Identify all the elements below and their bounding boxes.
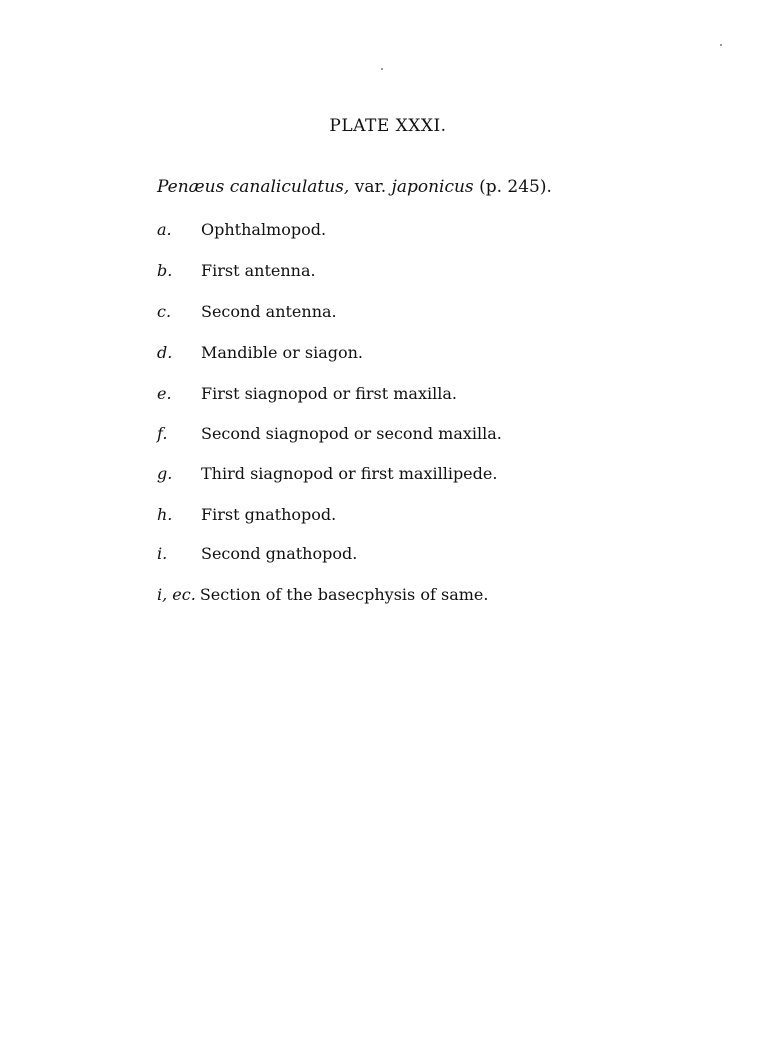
legend-description: Second antenna.	[201, 302, 337, 321]
legend-letter: i, ec.	[157, 585, 196, 604]
legend-item	[157, 382, 457, 406]
legend-letter: g.	[157, 464, 173, 483]
print-speck	[381, 68, 383, 70]
legend-description: First gnathopod.	[201, 505, 337, 524]
legend-item	[157, 462, 497, 486]
legend-description: Mandible or siagon.	[201, 343, 363, 362]
species-var-label: var.	[354, 177, 387, 197]
legend-letter: b.	[157, 261, 173, 280]
legend-item	[157, 503, 336, 527]
species-epithet: canaliculatus,	[229, 177, 350, 197]
legend-letter: a.	[157, 220, 172, 239]
legend-letter: f.	[157, 424, 168, 443]
legend-description: Ophthalmopod.	[201, 220, 327, 239]
legend-description: First siagnopod or first maxilla.	[201, 384, 457, 403]
legend-item	[157, 259, 316, 283]
legend-item	[157, 583, 488, 607]
legend-item	[157, 218, 326, 242]
legend-description: Section of the basecphysis of same.	[199, 585, 489, 604]
legend-item	[157, 422, 502, 446]
species-caption	[157, 177, 552, 197]
species-variety: japonicus	[391, 177, 474, 197]
legend-description: Second gnathopod.	[201, 544, 358, 563]
legend-item	[157, 300, 337, 324]
legend-item	[157, 542, 357, 566]
print-speck	[720, 44, 722, 46]
species-genus: Penæus	[157, 177, 225, 197]
legend-letter: e.	[157, 384, 172, 403]
legend-description: Third siagnopod or first maxillipede.	[201, 464, 498, 483]
legend-description: Second siagnopod or second maxilla.	[201, 424, 502, 443]
legend-description: First antenna.	[201, 261, 316, 280]
legend-letter: h.	[157, 505, 173, 524]
legend-letter: d.	[157, 343, 173, 362]
plate-title: PLATE XXXI.	[329, 116, 447, 136]
legend-item	[157, 341, 363, 365]
species-page-ref: (p. 245).	[479, 177, 552, 197]
legend-letter: i.	[157, 544, 168, 563]
legend-letter: c.	[157, 302, 172, 321]
